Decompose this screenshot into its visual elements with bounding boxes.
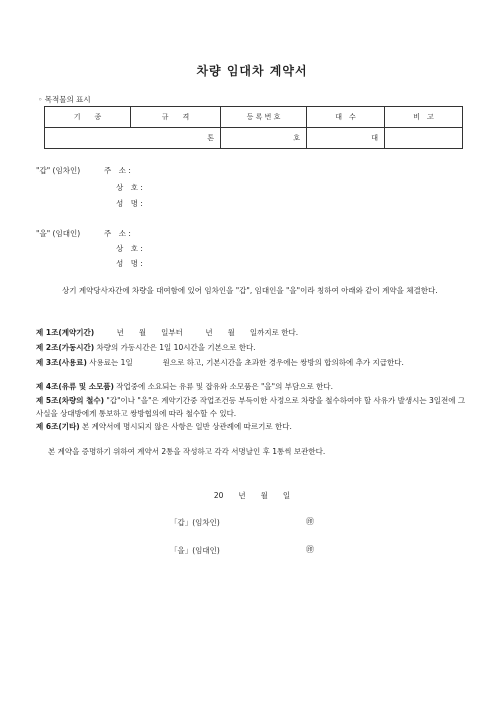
vehicle-table	[44, 106, 463, 149]
seal-icon: ㊞	[306, 545, 314, 554]
table-header: 등 록 번 호	[221, 107, 307, 128]
party-a-name: 성 명 :	[116, 199, 143, 208]
section-label: ◦ 목적물의 표시	[38, 95, 91, 104]
party-a-address: 주 소 :	[104, 166, 131, 175]
article-6	[36, 420, 468, 433]
article-body: 차량의 가동시간은 1일 10시간을 기본으로 한다.	[94, 343, 256, 352]
party-a-label: "갑" (임차인)	[36, 166, 81, 175]
article-heading: 제 3조(사용료)	[36, 358, 87, 367]
table-row	[45, 128, 463, 149]
party-b-label: "을" (임대인)	[36, 229, 81, 238]
article-body: "갑"이나 "을"은 계약기간중 작업조건등 부득이한 사정으로 차량을 철수하여야 할 사유가 발생시는 3일전에 그 사실을 상대방에게 통보하고 쌍방협의에 따라 철수할 수 있다.	[36, 396, 466, 418]
article-1	[36, 326, 468, 339]
article-body: 년 월 일부터 년 월 일까지로 한다.	[94, 328, 299, 337]
date-line: 20 년 월 일	[213, 491, 291, 500]
article-3	[36, 356, 468, 369]
article-body: 본 계약서에 명시되지 않은 사항은 일반 상관례에 따르기로 한다.	[79, 422, 292, 431]
intro-paragraph: 상기 계약당사자간에 차량을 대여함에 있어 임차인을 "갑", 임대인을 "을"이라 칭하여 아래와 같이 계약을 체결한다.	[62, 286, 438, 295]
table-cell-ton: 톤	[45, 128, 221, 149]
closing-paragraph: 본 계약을 증명하기 위하여 계약서 2통을 작성하고 각각 서명날인 후 1통씩 보관한다.	[48, 447, 326, 456]
signature-a-label: 「갑」(임차인)	[170, 518, 220, 527]
table-header: 규 격	[131, 107, 221, 128]
document-title: 차량 임대차 계약서	[196, 64, 308, 78]
party-b-company: 상 호 :	[116, 244, 143, 253]
article-heading: 제 6조(기타)	[36, 422, 80, 431]
article-heading: 제 1조(계약기간)	[36, 328, 95, 337]
article-heading: 제 2조(가동시간)	[36, 343, 95, 352]
table-header: 기 종	[45, 107, 131, 128]
party-b-name: 성 명 :	[116, 259, 143, 268]
article-body: 작업중에 소요되는 유류 및 잡유와 소모품은 "을"의 부담으로 한다.	[113, 382, 333, 391]
article-2	[36, 341, 468, 354]
seal-icon: ㊞	[306, 517, 314, 526]
article-heading: 제 5조(차량의 철수)	[36, 396, 105, 405]
table-cell-dae: 대	[307, 128, 385, 149]
article-heading: 제 4조(유류 및 소모품)	[36, 382, 114, 391]
table-cell-empty	[385, 128, 463, 149]
table-header: 비 고	[385, 107, 463, 128]
article-5	[36, 394, 468, 420]
table-header-row	[45, 107, 463, 128]
article-4	[36, 380, 468, 393]
party-a-company: 상 호 :	[116, 183, 143, 192]
table-header: 대 수	[307, 107, 385, 128]
signature-b-label: 「을」(임대인)	[170, 546, 220, 555]
party-b-address: 주 소 :	[104, 229, 131, 238]
article-body: 사용료는 1일 원으로 하고, 기본시간을 초과한 경우에는 쌍방의 합의하에 추가 지급한다.	[86, 358, 404, 367]
table-cell-ho: 호	[221, 128, 307, 149]
